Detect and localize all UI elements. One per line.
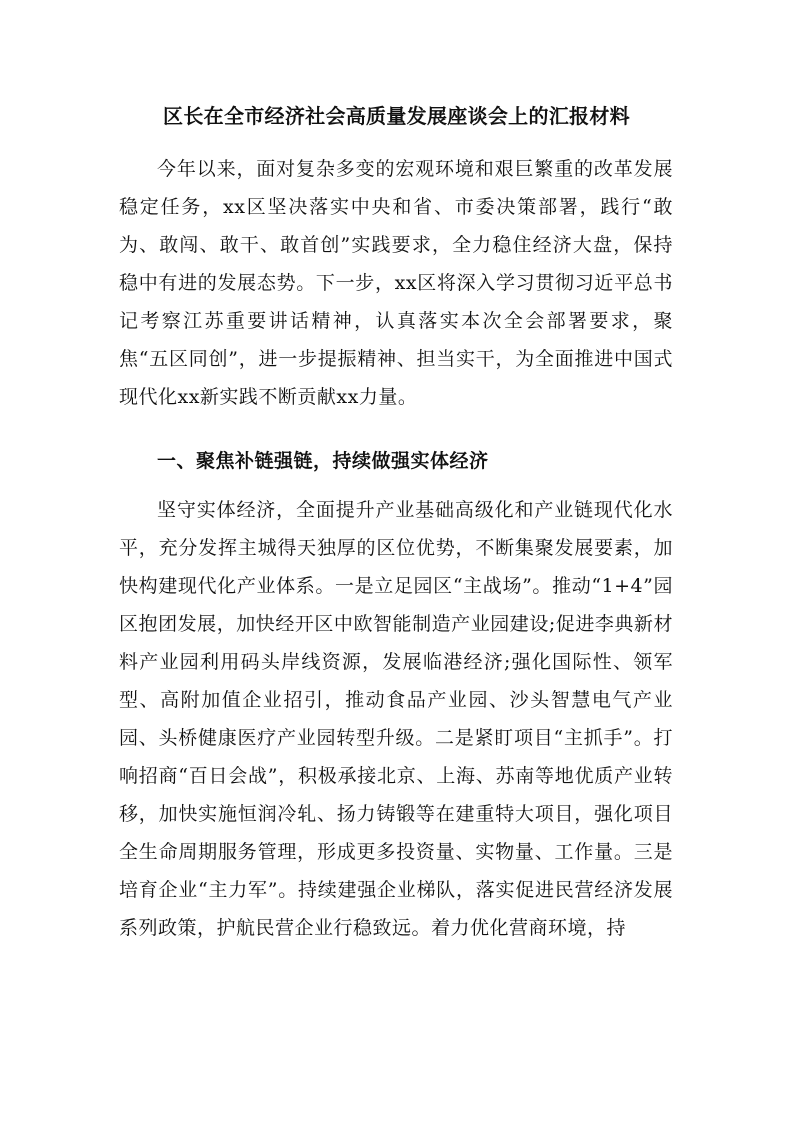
- section-1-heading: 一、聚焦补链强链，持续做强实体经济: [157, 450, 489, 472]
- section-1-paragraph: 坚守实体经济，全面提升产业基础高级化和产业链现代化水平，充分发挥主城得天独厚的区位优势，不断集聚发展要素，加快构建现代化产业体系。一是立足园区“主战场”。推动“1+4”园区抱团发展，加快经开区中欧智能制造产业园建设;促进李典新材料产业园利用码头岸线资源，发展临港经济;强化国际性、领军型、高附加值企业招引，推动食品产业园、沙头智慧电气产业园、头桥健康医疗产业园转型升级。二是紧盯项目“主抓手”。打响招商“百日会战”，积极承接北京、上海、苏南等地优质产业转移，加快实施恒润冷轧、扬力铸锻等在建重特大项目，强化项目全生命周期服务管理，形成更多投资量、实物量、工作量。三是培育企业“主力军”。持续建强企业梯队，落实促进民营经济发展系列政策，护航民营企业行稳致远。着力优化营商环境，持: [119, 499, 673, 939]
- intro-paragraph: 今年以来，面对复杂多变的宏观环境和艰巨繁重的改革发展稳定任务，xx区坚决落实中央和省、市委决策部署，践行“敢为、敢闯、敢干、敢首创”实践要求，全力稳住经济大盘，保持稳中有进的发展态势。下一步，xx区将深入学习贯彻习近平总书记考察江苏重要讲话精神，认真落实本次全会部署要求，聚焦“五区同创”，进一步提振精神、担当实干，为全面推进中国式现代化xx新实践不断贡献xx力量。: [119, 158, 673, 408]
- document-title: 区长在全市经济社会高质量发展座谈会上的汇报材料: [163, 104, 630, 128]
